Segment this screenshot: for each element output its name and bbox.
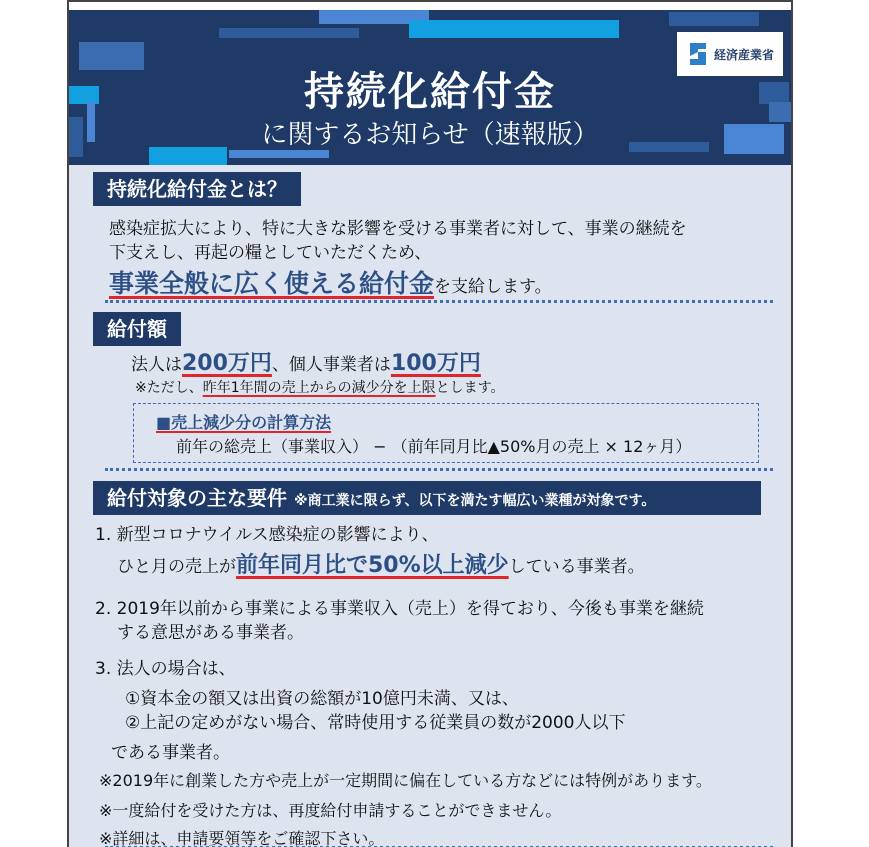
about-line-2: 下支えし、再起の糧としていただくため、 [109,243,432,263]
requirements-heading-text: 給付対象の主な要件 [107,486,287,510]
amount-note-pre: ※ただし、 [135,380,203,396]
about-tail: を支給します。 [434,277,552,297]
req-item-1-line-2 [117,548,645,579]
about-line-1: 感染症拡大により、特に大きな影響を受ける事業者に対して、事業の継続を [109,219,687,239]
amount-corp-label: 法人は [131,355,182,375]
calc-method-title: ■売上減少分の計算方法 [156,413,332,432]
header-banner [69,2,791,165]
section-heading-about: 持続化給付金とは？ [93,172,301,206]
req-item-1-emphasis: 前年同月比で50%以上減少 [236,553,509,578]
req-note-3: ※詳細は、申請要領等をご確認下さい。 [99,829,385,847]
page-subtitle: に関するお知らせ（速報版） [261,120,599,150]
amount-note [135,377,505,397]
page-title: 持続化給付金 [304,69,556,115]
section-heading-amount: 給付額 [93,312,181,346]
amount-note-post: とします。 [435,380,505,396]
decor-block [669,12,759,26]
about-line-3 [109,264,552,300]
req-item-1-pre: ひと月の売上が [117,557,236,577]
section-divider [105,300,773,303]
calc-method-box [133,403,759,463]
notice-page [67,0,793,847]
req-item-1-post: している事業者。 [508,557,645,577]
header-top-line [69,2,791,10]
meti-logo-icon [686,41,710,67]
req-item-2-line-2: する意思がある事業者。 [117,623,304,643]
decor-block [229,150,329,158]
req-note-1: ※2019年に創業した方や売上が一定期間に偏在している方などには特例があります。 [99,771,712,790]
requirements-heading-note: ※商工業に限らず、以下を満たす幅広い業種が対象です。 [293,493,656,509]
about-emphasis: 事業全般に広く使える給付金 [109,269,435,298]
req-item-3-sub-2: ②上記の定めがない場合、常時使用する従業員の数が2000人以下 [125,713,626,733]
decor-block [219,28,359,38]
amount-corp-value: 200万円 [182,351,272,376]
decor-block [409,20,619,38]
req-item-2-line-1: 2. 2019年以前から事業による事業収入（売上）を得ており、今後も事業を継続 [95,599,704,619]
amount-line [131,346,481,377]
req-item-3-tail: である事業者。 [111,743,230,763]
amount-note-underlined: 昨年1年間の売上からの減少分を上限 [202,380,436,396]
req-item-1-line-1: 1. 新型コロナウイルス感染症の影響により、 [95,525,439,545]
req-item-3-sub-1: ①資本金の額又は出資の総額が10億円未満、又は、 [125,689,519,709]
section-divider [105,468,773,471]
req-note-2: ※一度給付を受けた方は、再度給付申請することができません。 [99,801,562,820]
calc-method-formula: 前年の総売上（事業収入） − （前年同月比▲50%月の売上 × 12ヶ月） [176,437,692,456]
meti-logo-text: 経済産業省 [713,47,774,62]
req-item-3-line-1: 3. 法人の場合は、 [95,659,236,679]
amount-indiv-label: 、個人事業者は [271,355,391,375]
meti-logo [677,32,783,76]
amount-indiv-value: 100万円 [390,351,481,376]
section-heading-requirements [93,481,761,515]
